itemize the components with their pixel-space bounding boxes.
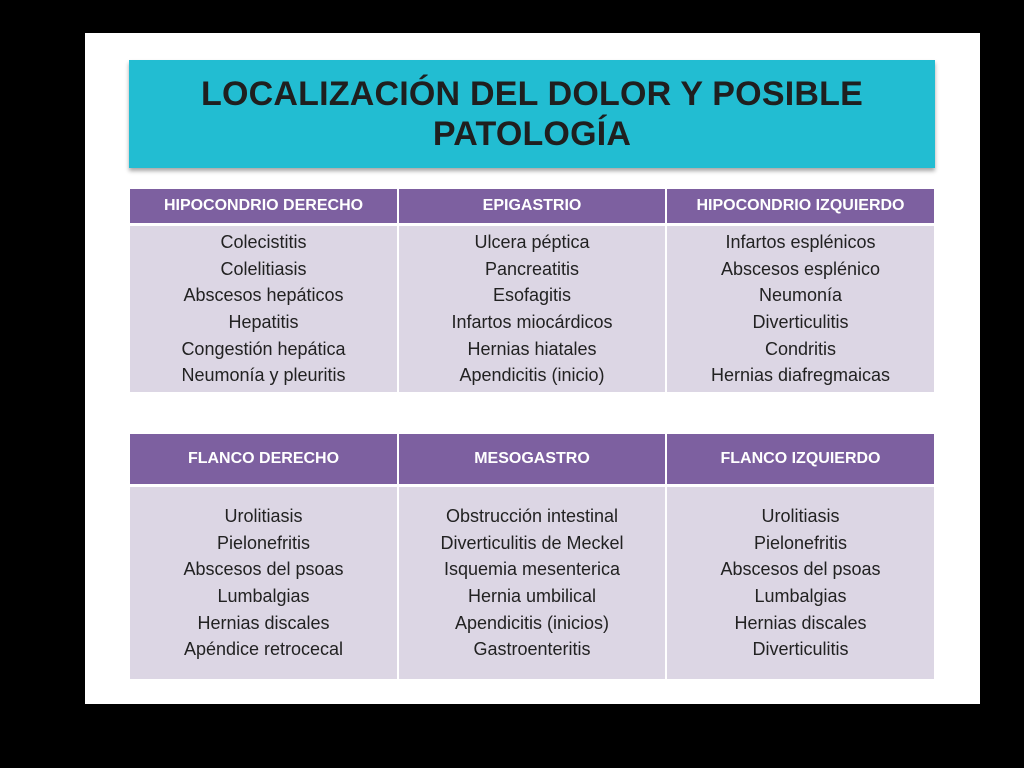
list-item: Infartos miocárdicos bbox=[451, 312, 613, 332]
list-item: Isquemia mesenterica bbox=[443, 559, 621, 580]
list-item: Condritis bbox=[764, 338, 837, 359]
list-item: Urolitiasis bbox=[761, 505, 840, 526]
list-item: Esofagitis bbox=[492, 285, 572, 306]
cell-flanco-derecho bbox=[130, 486, 398, 680]
list-item: Abscesos del psoas bbox=[720, 559, 881, 580]
list-item: Neumonía y pleuritis bbox=[181, 365, 346, 386]
cell-flanco-izquierdo bbox=[666, 486, 934, 680]
list-item: Hernia umbilical bbox=[467, 586, 597, 606]
list-item: Colecistitis bbox=[220, 231, 307, 252]
column-header-flanco-derecho: FLANCO DERECHO bbox=[130, 434, 398, 486]
upper-abdomen-table bbox=[130, 189, 934, 392]
column-header-hipocondrio-derecho: HIPOCONDRIO DERECHO bbox=[130, 189, 398, 225]
column-header-mesogastro: MESOGASTRO bbox=[398, 434, 666, 486]
list-item: Congestión hepática bbox=[181, 338, 346, 359]
list-item: Diverticulitis bbox=[752, 639, 849, 660]
cell-hipocondrio-izquierdo bbox=[666, 225, 934, 393]
list-item: Abscesos esplénico bbox=[720, 258, 881, 279]
list-item: Apendicitis (inicio) bbox=[459, 365, 605, 386]
column-header-flanco-izquierdo: FLANCO IZQUIERDO bbox=[666, 434, 934, 486]
list-item: Hepatitis bbox=[228, 312, 299, 332]
list-item: Lumbalgias bbox=[217, 586, 310, 606]
list-item: Neumonía bbox=[758, 285, 843, 306]
list-item: Apéndice retrocecal bbox=[183, 639, 344, 660]
title-banner bbox=[129, 60, 935, 168]
slide-title-line-2: PATOLOGÍA bbox=[432, 115, 632, 153]
list-item: Urolitiasis bbox=[224, 505, 303, 526]
list-item: Abscesos del psoas bbox=[183, 559, 344, 580]
list-item: Ulcera péptica bbox=[474, 231, 590, 252]
slide bbox=[85, 33, 980, 704]
list-item: Hernias diafregmaicas bbox=[710, 365, 891, 386]
list-item: Gastroenteritis bbox=[473, 639, 591, 660]
table-header-row bbox=[130, 434, 934, 486]
cell-hipocondrio-derecho bbox=[130, 225, 398, 393]
list-item: Abscesos hepáticos bbox=[183, 285, 344, 306]
list-item: Pielonefritis bbox=[753, 532, 848, 553]
list-item: Obstrucción intestinal bbox=[445, 505, 619, 526]
list-item: Apendicitis (inicios) bbox=[454, 612, 610, 633]
column-header-hipocondrio-izquierdo: HIPOCONDRIO IZQUIERDO bbox=[666, 189, 934, 225]
list-item: Lumbalgias bbox=[754, 586, 847, 606]
list-item: Diverticulitis de Meckel bbox=[440, 532, 624, 553]
list-item: Pancreatitis bbox=[484, 258, 580, 279]
list-item: Hernias discales bbox=[734, 612, 867, 633]
list-item: Hernias hiatales bbox=[467, 338, 597, 359]
table-row bbox=[130, 225, 934, 393]
slide-title-line-1: LOCALIZACIÓN DEL DOLOR Y POSIBLE bbox=[201, 75, 863, 113]
list-item: Colelitiasis bbox=[220, 258, 307, 279]
cell-epigastrio bbox=[398, 225, 666, 393]
table-row bbox=[130, 486, 934, 680]
column-header-epigastrio: EPIGASTRIO bbox=[398, 189, 666, 225]
table-header-row bbox=[130, 189, 934, 225]
list-item: Infartos esplénicos bbox=[725, 231, 876, 252]
cell-mesogastro bbox=[398, 486, 666, 680]
list-item: Hernias discales bbox=[197, 612, 330, 633]
list-item: Diverticulitis bbox=[752, 312, 849, 332]
list-item: Pielonefritis bbox=[216, 532, 311, 553]
mid-abdomen-table bbox=[130, 434, 934, 679]
